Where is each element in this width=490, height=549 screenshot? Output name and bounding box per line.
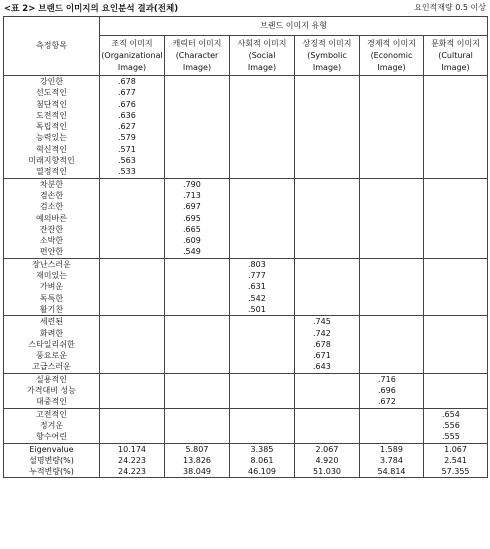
- loading-cell: [424, 258, 488, 315]
- loading-cell: [295, 178, 360, 258]
- loading-cell: [424, 408, 488, 443]
- loading-value: .696: [378, 386, 396, 396]
- item-label: 첨단적인: [36, 99, 67, 109]
- loading-cell: [295, 258, 360, 315]
- loading-value: .631: [248, 282, 266, 292]
- loading-cell: [230, 258, 295, 315]
- stat-value: 2.067: [315, 444, 339, 454]
- loading-value: .609: [183, 236, 201, 246]
- column-header-line: Image): [377, 62, 406, 72]
- item-label: 도전적인: [36, 110, 67, 120]
- loading-cell: [100, 258, 165, 315]
- stats-label-cell: [4, 443, 100, 478]
- item-label: 겸손한: [39, 190, 64, 200]
- item-label: 풍요로운: [36, 351, 67, 361]
- loading-cell: [360, 76, 424, 179]
- stat-value-cell: [100, 443, 165, 478]
- factor-group-row: [4, 178, 488, 258]
- loading-cell: [295, 316, 360, 373]
- loading-cell: [295, 76, 360, 179]
- item-label: 재미있는: [36, 271, 67, 281]
- stat-value: 1.067: [444, 444, 467, 454]
- loading-cell: [424, 316, 488, 373]
- group-header: 브랜드 이미지 유형: [100, 17, 488, 36]
- loading-value: .636: [118, 110, 136, 120]
- factor-group-row: [4, 76, 488, 179]
- item-column-header: 측정항목: [4, 17, 100, 76]
- loading-cell: [165, 76, 230, 179]
- loading-value: .671: [313, 351, 331, 361]
- loading-cell: [230, 316, 295, 373]
- column-header-line: (Cultural: [438, 50, 473, 60]
- item-cell: [4, 178, 100, 258]
- stats-row: [4, 443, 488, 478]
- stat-value-cell: [165, 443, 230, 478]
- stat-value: 3.784: [380, 455, 403, 465]
- item-label: 독립적인: [36, 122, 67, 132]
- item-label: 향수어린: [36, 432, 67, 442]
- loading-value: .542: [248, 293, 266, 303]
- loading-value: .676: [118, 99, 136, 109]
- stat-value: 24.223: [118, 455, 146, 465]
- item-label: 예의바른: [36, 213, 67, 223]
- loading-cell: [295, 373, 360, 408]
- factor-group-row: [4, 316, 488, 373]
- column-header-line: Image): [117, 62, 147, 72]
- loading-cell: [100, 76, 165, 179]
- loading-value: .627: [118, 122, 136, 132]
- column-header: [165, 36, 230, 76]
- loading-value: .654: [442, 409, 460, 419]
- stat-value: 2.541: [444, 455, 467, 465]
- loading-cell: [360, 408, 424, 443]
- loading-cell: [100, 316, 165, 373]
- factor-group-row: [4, 373, 488, 408]
- column-header-line: (Social: [248, 50, 276, 60]
- loading-value: .549: [183, 247, 201, 257]
- stat-value: 13.826: [183, 455, 211, 465]
- item-label: 화려한: [39, 328, 64, 338]
- item-label: 고급스러운: [32, 362, 71, 372]
- item-label: 능력있는: [36, 133, 67, 143]
- stat-value-cell: [295, 443, 360, 478]
- table-caption: <표 2> 브랜드 이미지의 요인분석 결과(전체): [4, 4, 179, 14]
- loading-cell: [230, 408, 295, 443]
- loading-cell: [230, 178, 295, 258]
- column-header-line: Image): [247, 62, 277, 72]
- item-label: 미래지향적인: [28, 156, 75, 166]
- loading-value: .697: [183, 202, 201, 212]
- loading-value: .790: [183, 179, 201, 189]
- stat-value: 4.920: [315, 455, 339, 465]
- loading-value: .556: [442, 420, 460, 430]
- item-cell: [4, 408, 100, 443]
- stat-value: 51.030: [313, 467, 341, 477]
- loading-value: .643: [313, 362, 331, 372]
- column-header-line: (Economic: [370, 50, 413, 60]
- loading-cell: [424, 373, 488, 408]
- item-label: 독특한: [39, 293, 64, 303]
- loading-value: .672: [378, 397, 396, 407]
- loading-value: .677: [118, 88, 136, 98]
- item-label: 대중적인: [36, 397, 67, 407]
- loading-cell: [360, 373, 424, 408]
- stat-value-cell: [424, 443, 488, 478]
- item-label: 세련된: [39, 317, 64, 327]
- item-label: 강인한: [39, 77, 64, 86]
- loading-value: .665: [183, 224, 201, 234]
- column-header: [100, 36, 165, 76]
- item-label: 가벼운: [39, 282, 64, 292]
- loading-value: .563: [118, 156, 136, 166]
- loading-value: .533: [118, 167, 136, 177]
- column-header-line: Image): [441, 62, 470, 72]
- loading-cell: [165, 316, 230, 373]
- loading-value: .803: [248, 259, 266, 269]
- factor-table: [3, 16, 488, 478]
- loading-cell: [165, 178, 230, 258]
- loading-cell: [165, 258, 230, 315]
- column-header: [230, 36, 295, 76]
- stat-value: 24.223: [118, 467, 146, 477]
- loading-value: .777: [248, 271, 266, 281]
- loading-cell: [360, 316, 424, 373]
- loading-cell: [165, 373, 230, 408]
- stat-value: 10.174: [118, 444, 146, 454]
- stat-label: 누적변량(%): [29, 467, 74, 477]
- item-label: 잔잔한: [39, 224, 64, 234]
- stat-value: 1.589: [380, 444, 403, 454]
- loading-value: .716: [378, 374, 396, 384]
- loading-value: .745: [313, 317, 331, 327]
- stat-label: 설명변량(%): [29, 455, 74, 465]
- item-label: 정겨운: [39, 420, 64, 430]
- stat-value: 54.814: [377, 467, 406, 477]
- factor-group-row: [4, 258, 488, 315]
- loading-cell: [100, 178, 165, 258]
- loading-cell: [230, 373, 295, 408]
- column-header-line: (Organizational: [101, 50, 163, 60]
- column-header: [424, 36, 488, 76]
- loading-cell: [360, 178, 424, 258]
- item-label: 열정적인: [36, 167, 67, 177]
- loading-cell: [360, 258, 424, 315]
- loading-cell: [295, 408, 360, 443]
- item-label: 소박한: [39, 236, 64, 246]
- column-header-line: (Character: [175, 50, 219, 60]
- loading-value: .678: [313, 339, 331, 349]
- column-header-line: 캐릭터 이미지: [172, 38, 222, 48]
- stat-label: Eigenvalue: [29, 444, 74, 454]
- item-label: 스타일리쉬한: [28, 339, 75, 349]
- loading-threshold-note: 요인적재량 0.5 이상: [414, 3, 486, 12]
- loading-value: .579: [118, 133, 136, 143]
- item-label: 실용적인: [36, 374, 67, 384]
- loading-cell: [100, 373, 165, 408]
- item-label: 차분한: [39, 179, 64, 189]
- factor-group-row: [4, 408, 488, 443]
- column-header-line: 사회적 이미지: [237, 38, 287, 48]
- item-cell: [4, 316, 100, 373]
- loading-value: .678: [118, 77, 136, 86]
- item-label: 가격대비 성능: [27, 386, 76, 396]
- column-header-line: (Symbolic: [307, 50, 347, 60]
- loading-value: .742: [313, 328, 331, 338]
- loading-cell: [100, 408, 165, 443]
- item-label: 혁신적인: [36, 144, 67, 154]
- item-label: 활기찬: [39, 304, 64, 314]
- item-label: 고전적인: [36, 409, 67, 419]
- loading-value: .501: [248, 304, 266, 314]
- loading-cell: [424, 76, 488, 179]
- column-header-line: 문화적 이미지: [431, 38, 480, 48]
- column-header-line: 경제적 이미지: [367, 38, 416, 48]
- column-header-line: Image): [182, 62, 212, 72]
- loading-value: .713: [183, 190, 201, 200]
- column-header: [360, 36, 424, 76]
- stat-value-cell: [360, 443, 424, 478]
- column-header-line: 조직 이미지: [111, 38, 153, 48]
- loading-value: .695: [183, 213, 201, 223]
- stat-value-cell: [230, 443, 295, 478]
- item-label: 장난스러운: [32, 259, 71, 269]
- stat-value: 5.807: [185, 444, 209, 454]
- column-header-line: 상징적 이미지: [302, 38, 352, 48]
- loading-cell: [424, 178, 488, 258]
- item-label: 선도적인: [36, 88, 67, 98]
- loading-cell: [230, 76, 295, 179]
- item-label: 편안한: [39, 247, 64, 257]
- stat-value: 57.355: [441, 467, 470, 477]
- column-header-line: Image): [312, 62, 342, 72]
- item-label: 검소한: [39, 202, 64, 212]
- loading-value: .571: [118, 144, 136, 154]
- item-cell: [4, 76, 100, 179]
- item-cell: [4, 373, 100, 408]
- loading-value: .555: [442, 432, 460, 442]
- stat-value: 38.049: [183, 467, 211, 477]
- stat-value: 46.109: [248, 467, 276, 477]
- loading-cell: [165, 408, 230, 443]
- stat-value: 8.061: [250, 455, 274, 465]
- item-cell: [4, 258, 100, 315]
- column-header: [295, 36, 360, 76]
- stat-value: 3.385: [250, 444, 274, 454]
